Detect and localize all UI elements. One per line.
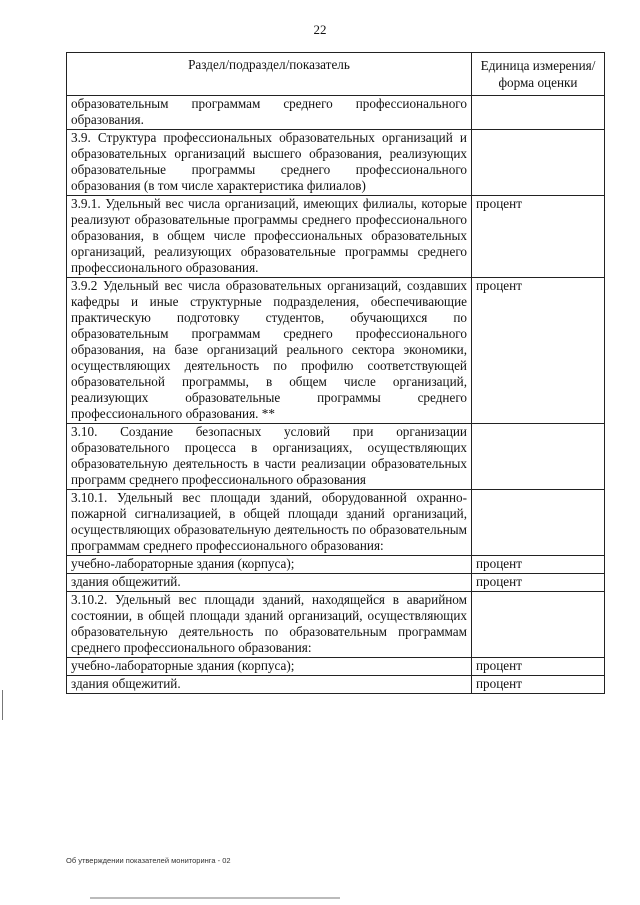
table-row <box>67 96 605 130</box>
table-row <box>67 130 605 196</box>
table-row <box>67 424 605 490</box>
footer-note: Об утверждении показателей мониторинга - 02 <box>66 856 231 865</box>
table-row <box>67 490 605 556</box>
unit-cell <box>472 490 605 556</box>
indicator-name-cell: здания общежитий. <box>67 676 472 694</box>
indicator-name-cell: 3.9.2 Удельный вес числа образовательных организаций, создавших кафедры и иные структурные подразделения, обеспечивающие практическую подготовку студентов, обучающихся по образовательным программам среднего профессионального образования, на базе организаций реального сектора экономики, осуществляющих деятельность по профилю соответствующей образовательной программы, в общем числе организаций, реализующих образовательные программы среднего профессионального образования. ** <box>67 278 472 424</box>
unit-cell: процент <box>472 196 605 278</box>
section-column-header: Раздел/подраздел/показатель <box>67 53 472 96</box>
table-row <box>67 278 605 424</box>
page-number: 22 <box>313 22 327 37</box>
table-header-row <box>67 53 605 96</box>
indicator-name-cell: учебно-лабораторные здания (корпуса); <box>67 658 472 676</box>
unit-cell: процент <box>472 676 605 694</box>
indicator-name-cell: 3.10.2. Удельный вес площади зданий, находящейся в аварийном состоянии, в общей площади зданий организаций, осуществляющих образовательную деятельность по образовательным программам среднего профессионального образования: <box>67 592 472 658</box>
indicator-name-cell: учебно-лабораторные здания (корпуса); <box>67 556 472 574</box>
unit-cell: процент <box>472 556 605 574</box>
table-row <box>67 556 605 574</box>
scan-edge-mark <box>2 690 3 720</box>
table-row <box>67 658 605 676</box>
table-row <box>67 592 605 658</box>
table-row <box>67 196 605 278</box>
unit-cell: процент <box>472 658 605 676</box>
unit-cell <box>472 96 605 130</box>
indicators-table <box>66 52 605 694</box>
indicator-name-cell: здания общежитий. <box>67 574 472 592</box>
unit-cell <box>472 592 605 658</box>
indicator-name-cell: 3.10. Создание безопасных условий при организации образовательного процесса в организациях, осуществляющих образовательную деятельность в части реализации образовательных программ среднего профессионального образования <box>67 424 472 490</box>
indicator-name-cell: 3.9.1. Удельный вес числа организаций, имеющих филиалы, которые реализуют образовательные программы среднего профессионального образования, в общем числе профессиональных образовательных организаций, реализующих образовательные программы среднего профессионального образования. <box>67 196 472 278</box>
table-row <box>67 676 605 694</box>
unit-cell: процент <box>472 278 605 424</box>
indicator-name-cell: образовательным программам среднего профессионального образования. <box>67 96 472 130</box>
unit-column-header: Единица измерения/ форма оценки <box>472 53 605 96</box>
indicator-name-cell: 3.10.1. Удельный вес площади зданий, оборудованной охранно-пожарной сигнализацией, в общей площади зданий организаций, осуществляющих образовательную деятельность по образовательным программам среднего профессионального образования: <box>67 490 472 556</box>
table-row <box>67 574 605 592</box>
indicator-name-cell: 3.9. Структура профессиональных образовательных организаций и образовательных организаций высшего образования, реализующих образовательные программы среднего профессионального образования (в том числе характеристика филиалов) <box>67 130 472 196</box>
unit-cell <box>472 130 605 196</box>
scan-bottom-smudge <box>90 897 340 899</box>
unit-cell <box>472 424 605 490</box>
unit-cell: процент <box>472 574 605 592</box>
